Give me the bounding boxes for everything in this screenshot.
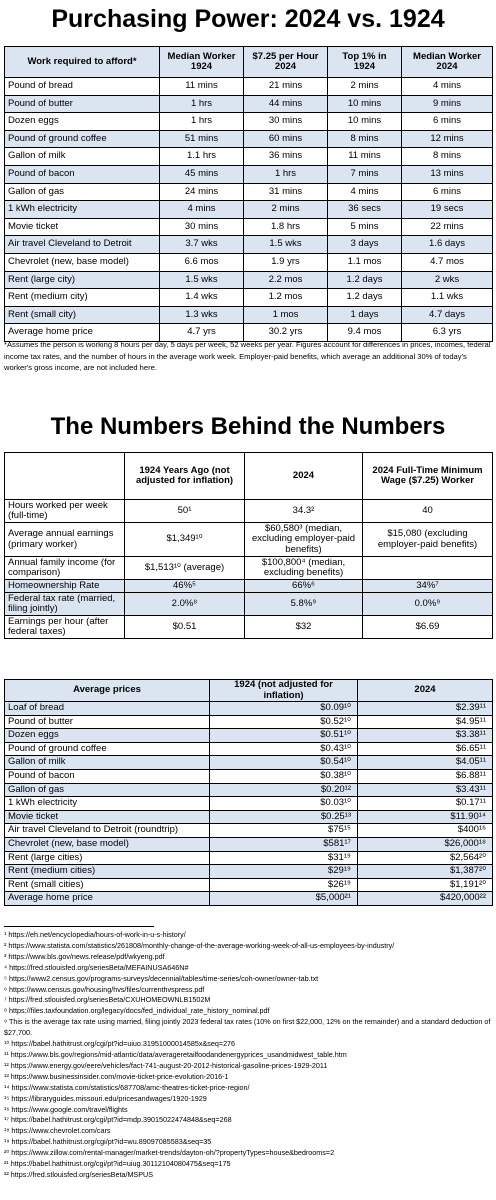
- table-cell: $3.43¹¹: [358, 783, 493, 797]
- table-cell: 1.5 wks: [244, 236, 328, 254]
- table-cell: $420,000²²: [358, 892, 493, 906]
- column-header: 2024: [245, 453, 363, 500]
- table-cell: $0.03¹⁰: [210, 797, 358, 811]
- average-prices-table: [4, 679, 493, 906]
- row-label: Rent (small cities): [5, 878, 210, 892]
- table-cell: 44 mins: [244, 95, 328, 113]
- table-cell: $31¹⁹: [210, 851, 358, 865]
- table-row: [5, 218, 493, 236]
- table-cell: 9.4 mos: [328, 324, 402, 342]
- source-item: ¹ https://eh.net/encyclopedia/hours-of-work-in-u-s-history/: [4, 930, 186, 939]
- table-cell: $5,000²¹: [210, 892, 358, 906]
- table-cell: 4.7 days: [402, 306, 493, 324]
- table-cell: 30 mins: [244, 113, 328, 131]
- row-label: Pound of bacon: [5, 769, 210, 783]
- table-cell: $26¹⁹: [210, 878, 358, 892]
- table-cell: $0.17¹¹: [358, 797, 493, 811]
- table-cell: 4 mins: [328, 183, 402, 201]
- table-row: [5, 616, 493, 639]
- source-item: ⁶ https://www.census.gov/housing/hvs/files/currenthvspress.pdf: [4, 984, 205, 994]
- table-row: [5, 523, 493, 557]
- table-row: [5, 797, 493, 811]
- purchasing-power-table: [4, 46, 493, 342]
- source-item: ¹² https://www.energy.gov/eere/vehicles/fact-741-august-20-2012-historical-gasoline-prices-1929-2011: [4, 1060, 328, 1070]
- table-cell: 31 mins: [244, 183, 328, 201]
- table-cell: 13 mins: [402, 165, 493, 183]
- row-label: Gallon of gas: [5, 183, 160, 201]
- source-item: ¹⁶ https://www.google.com/travel/flights: [4, 1104, 128, 1114]
- column-header: 2024 Full-Time Minimum Wage ($7.25) Worker: [363, 453, 493, 500]
- row-label: Air travel Cleveland to Detroit: [5, 236, 160, 254]
- source-item: ²² https://fred.stlouisfed.org/seriesBeta/MSPUS: [4, 1169, 154, 1179]
- table-row: [5, 183, 493, 201]
- row-label: Average annual earnings (primary worker): [5, 523, 125, 557]
- column-header: Top 1% in 1924: [328, 47, 402, 78]
- table-row: [5, 892, 493, 906]
- column-header: Work required to afford*: [5, 47, 160, 78]
- table-header-row: [5, 453, 493, 500]
- table-row: [5, 78, 493, 96]
- table-cell: $0.52¹⁰: [210, 715, 358, 729]
- table-cell: $60,580³ (median, excluding employer-paid benefits): [245, 523, 363, 557]
- table-cell: 1 hrs: [244, 165, 328, 183]
- table-cell: 2 mins: [244, 201, 328, 219]
- table-cell: $2.39¹¹: [358, 702, 493, 716]
- table-row: [5, 865, 493, 879]
- row-label: Loaf of bread: [5, 702, 210, 716]
- table-cell: 6 mins: [402, 183, 493, 201]
- table-cell: $26,000¹⁸: [358, 837, 493, 851]
- table-cell: 3 days: [328, 236, 402, 254]
- row-label: Pound of butter: [5, 715, 210, 729]
- table-cell: 22 mins: [402, 218, 493, 236]
- row-label: Hours worked per week (full-time): [5, 500, 125, 523]
- table-row: [5, 165, 493, 183]
- table-cell: 4.7 yrs: [160, 324, 244, 342]
- table-row: [5, 130, 493, 148]
- table-cell: 4 mins: [160, 201, 244, 219]
- table-cell: 1.2 days: [328, 289, 402, 307]
- table-cell: 66%⁶: [245, 580, 363, 593]
- row-label: Pound of bread: [5, 78, 160, 96]
- column-header: Median Worker 1924: [160, 47, 244, 78]
- row-label: Movie ticket: [5, 218, 160, 236]
- source-item: ⁵ https://www2.census.gov/programs-surveys/decennial/tables/time-series/coh-owner/owner-tab.txt: [4, 973, 319, 983]
- source-item: ¹³ https://www.businessinsider.com/movie-ticket-price-evolution-2016-1: [4, 1071, 229, 1081]
- source-item: ⁸ https://files.taxfoundation.org/legacy/docs/fed_individual_rate_history_nominal.pdf: [4, 1006, 270, 1016]
- table-row: [5, 148, 493, 166]
- table-cell: 19 secs: [402, 201, 493, 219]
- table-row: [5, 236, 493, 254]
- row-label: 1 kWh electricity: [5, 201, 160, 219]
- row-label: Movie ticket: [5, 810, 210, 824]
- table-cell: 5 mins: [328, 218, 402, 236]
- table-cell: 24 mins: [160, 183, 244, 201]
- table-cell: 2.0%⁸: [125, 593, 245, 616]
- table-row: [5, 253, 493, 271]
- table-row: [5, 742, 493, 756]
- table-cell: $32: [245, 616, 363, 639]
- table-row: [5, 878, 493, 892]
- table-cell: 6.6 mos: [160, 253, 244, 271]
- table-row: [5, 289, 493, 307]
- table-cell: 30.2 yrs: [244, 324, 328, 342]
- table-cell: $400¹⁶: [358, 824, 493, 838]
- source-item: ¹⁵ https://libraryguides.missouri.edu/pricesandwages/1920-1929: [4, 1093, 207, 1103]
- table-row: [5, 201, 493, 219]
- table-row: [5, 715, 493, 729]
- table-cell: $2,564²⁰: [358, 851, 493, 865]
- source-item: ¹¹ https://www.bls.gov/regions/mid-atlantic/data/averageretailfoodandenergyprices_usandmidwest_table.htm: [4, 1049, 347, 1059]
- source-item: ¹⁹ https://babel.hathitrust.org/cgi/pt?id=wu.89097085583&seq=35: [4, 1137, 212, 1147]
- row-label: Rent (medium city): [5, 289, 160, 307]
- table-cell: 1.1 mos: [328, 253, 402, 271]
- row-label: Federal tax rate (married, filing jointly): [5, 593, 125, 616]
- table-row: [5, 593, 493, 616]
- table-cell: $29¹⁹: [210, 865, 358, 879]
- row-label: Average home price: [5, 892, 210, 906]
- table-cell: 1.3 wks: [160, 306, 244, 324]
- table-cell: 45 mins: [160, 165, 244, 183]
- source-item: ¹⁷ https://babel.hathitrust.org/cgi/pt?id=mdp.39015022474848&seq=268: [4, 1115, 232, 1125]
- numbers-table: [4, 452, 493, 639]
- table-cell: 8 mins: [402, 148, 493, 166]
- section-title: The Numbers Behind the Numbers: [50, 413, 446, 440]
- table-cell: $6.69: [363, 616, 493, 639]
- source-item: ² https://www.statista.com/statistics/261808/monthly-change-of-the-average-working-week-of-all-us-employees-by-industry/: [4, 940, 395, 950]
- table-cell: $6.65¹¹: [358, 742, 493, 756]
- table-cell: $0.20¹²: [210, 783, 358, 797]
- table-cell: 34.3²: [245, 500, 363, 523]
- table-cell: $4.05¹¹: [358, 756, 493, 770]
- row-label: Pound of bacon: [5, 165, 160, 183]
- table-cell: 30 mins: [160, 218, 244, 236]
- table-cell: 1.9 yrs: [244, 253, 328, 271]
- table-cell: 60 mins: [244, 130, 328, 148]
- assumptions-footnote: *Assumes the person is working 8 hours per day, 5 days per week, 52 weeks per year. Figures account for differences in prices, incomes, federal income tax rates, and the number of hours in the average work week. Employer-paid benefits, which average an additional 30% of today's worker's gross income, are not included here.: [4, 340, 491, 372]
- column-header: Median Worker 2024: [402, 47, 493, 78]
- table-cell: $0.25¹³: [210, 810, 358, 824]
- table-row: [5, 729, 493, 743]
- table-cell: 40: [363, 500, 493, 523]
- table-row: [5, 557, 493, 580]
- table-cell: 4 mins: [402, 78, 493, 96]
- table-cell: $1,387²⁰: [358, 865, 493, 879]
- column-header: 1924 (not adjusted for inflation): [210, 680, 358, 702]
- row-label: Rent (small city): [5, 306, 160, 324]
- table-cell: 10 mins: [328, 113, 402, 131]
- table-cell: 21 mins: [244, 78, 328, 96]
- column-header: $7.25 per Hour 2024: [244, 47, 328, 78]
- table-row: [5, 271, 493, 289]
- table-row: [5, 824, 493, 838]
- row-label: Pound of ground coffee: [5, 742, 210, 756]
- table-cell: 34%⁷: [363, 580, 493, 593]
- row-label: Dozen eggs: [5, 729, 210, 743]
- row-label: Average home price: [5, 324, 160, 342]
- table-cell: 1.4 wks: [160, 289, 244, 307]
- row-label: Chevrolet (new, base model): [5, 253, 160, 271]
- table-row: [5, 810, 493, 824]
- table-row: [5, 702, 493, 716]
- table-header-row: [5, 47, 493, 78]
- table-cell: 50¹: [125, 500, 245, 523]
- table-cell: 1.2 days: [328, 271, 402, 289]
- sources-list: [4, 930, 492, 1181]
- table-cell: $4.95¹¹: [358, 715, 493, 729]
- row-label: Annual family income (for comparison): [5, 557, 125, 580]
- source-item: ⁴ https://fred.stlouisfed.org/seriesBeta/MEFAINUSA646N#: [4, 962, 189, 972]
- table-row: [5, 783, 493, 797]
- table-cell: 0.0%⁹: [363, 593, 493, 616]
- table-cell: 1.5 wks: [160, 271, 244, 289]
- table-cell: [363, 557, 493, 580]
- table-cell: $0.51¹⁰: [210, 729, 358, 743]
- table-cell: 6 mins: [402, 113, 493, 131]
- column-header: 1924 Years Ago (not adjusted for inflation): [125, 453, 245, 500]
- table-cell: 6.3 yrs: [402, 324, 493, 342]
- table-cell: 51 mins: [160, 130, 244, 148]
- footnote-divider: [4, 926, 154, 927]
- row-label: Dozen eggs: [5, 113, 160, 131]
- row-label: Homeownership Rate: [5, 580, 125, 593]
- row-label: Pound of butter: [5, 95, 160, 113]
- table-cell: 36 secs: [328, 201, 402, 219]
- table-cell: 11 mins: [160, 78, 244, 96]
- table-cell: $3.38¹¹: [358, 729, 493, 743]
- row-label: Gallon of milk: [5, 148, 160, 166]
- table-row: [5, 756, 493, 770]
- table-cell: 3.7 wks: [160, 236, 244, 254]
- table-cell: 2 wks: [402, 271, 493, 289]
- source-item: ⁷ https://fred.stlouisfed.org/seriesBeta/CXUHOMEOWNLB1502M: [4, 995, 211, 1005]
- table-cell: 10 mins: [328, 95, 402, 113]
- table-cell: $1,513¹⁰ (average): [125, 557, 245, 580]
- row-label: Earnings per hour (after federal taxes): [5, 616, 125, 639]
- row-label: Pound of ground coffee: [5, 130, 160, 148]
- column-header: [5, 453, 125, 500]
- table-cell: 12 mins: [402, 130, 493, 148]
- table-row: [5, 500, 493, 523]
- row-label: 1 kWh electricity: [5, 797, 210, 811]
- table-cell: 11 mins: [328, 148, 402, 166]
- page-title: Purchasing Power: 2024 vs. 1924: [51, 5, 445, 33]
- table-cell: 2.2 mos: [244, 271, 328, 289]
- table-cell: $100,800⁴ (median, excluding benefits): [245, 557, 363, 580]
- table-cell: $1,349¹⁰: [125, 523, 245, 557]
- table-cell: $0.09¹⁰: [210, 702, 358, 716]
- row-label: Gallon of gas: [5, 783, 210, 797]
- table-cell: $6.88¹¹: [358, 769, 493, 783]
- table-row: [5, 851, 493, 865]
- table-cell: $0.43¹⁰: [210, 742, 358, 756]
- source-item: ⁹ This is the average tax rate using married, filing jointly 2023 federal tax rates (10% on first $22,000, 12% on the remainder) and a standard deduction of $27,700.: [4, 1017, 491, 1038]
- table-cell: $0.51: [125, 616, 245, 639]
- table-cell: $0.38¹⁰: [210, 769, 358, 783]
- row-label: Air travel Cleveland to Detroit (roundtrip): [5, 824, 210, 838]
- table-cell: 1 hrs: [160, 95, 244, 113]
- table-cell: 5.8%⁹: [245, 593, 363, 616]
- source-item: ²⁰ https://www.zillow.com/rental-manager/market-trends/dayton-oh/?propertyTypes=house&bedrooms=2: [4, 1148, 335, 1158]
- table-cell: 36 mins: [244, 148, 328, 166]
- table-cell: $15,080 (excluding employer-paid benefits): [363, 523, 493, 557]
- source-item: ²¹ https://babel.hathitrust.org/cgi/pt?id=uiug.30112104080475&seq=175: [4, 1159, 231, 1169]
- table-cell: 1 mos: [244, 306, 328, 324]
- table-cell: $11.90¹⁴: [358, 810, 493, 824]
- table-cell: $75¹⁵: [210, 824, 358, 838]
- table-cell: 1.6 days: [402, 236, 493, 254]
- column-header: 2024: [358, 680, 493, 702]
- table-row: [5, 95, 493, 113]
- row-label: Rent (large city): [5, 271, 160, 289]
- table-cell: 1.8 hrs: [244, 218, 328, 236]
- table-row: [5, 113, 493, 131]
- row-label: Rent (large cities): [5, 851, 210, 865]
- table-cell: 4.7 mos: [402, 253, 493, 271]
- row-label: Chevrolet (new, base model): [5, 837, 210, 851]
- table-cell: $1,191²⁰: [358, 878, 493, 892]
- table-cell: 1 hrs: [160, 113, 244, 131]
- column-header: Average prices: [5, 680, 210, 702]
- source-item: ³ https://www.bls.gov/news.release/pdf/wkyeng.pdf: [4, 951, 165, 961]
- source-item: ¹⁰ https://babel.hathitrust.org/cgi/pt?id=uiuo.31951000014585x&seq=276: [4, 1039, 236, 1049]
- table-cell: 2 mins: [328, 78, 402, 96]
- table-cell: 46%⁵: [125, 580, 245, 593]
- source-item: ¹⁴ https://www.statista.com/statistics/687708/amc-theatres-ticket-price-region/: [4, 1082, 250, 1092]
- source-item: ¹⁸ https://www.chevrolet.com/cars: [4, 1126, 111, 1136]
- row-label: Gallon of milk: [5, 756, 210, 770]
- table-cell: $0.54¹⁰: [210, 756, 358, 770]
- table-cell: 8 mins: [328, 130, 402, 148]
- table-row: [5, 769, 493, 783]
- table-cell: 1.2 mos: [244, 289, 328, 307]
- table-cell: 1 days: [328, 306, 402, 324]
- table-row: [5, 837, 493, 851]
- table-cell: 9 mins: [402, 95, 493, 113]
- row-label: Rent (medium cities): [5, 865, 210, 879]
- table-cell: 1.1 hrs: [160, 148, 244, 166]
- table-cell: 7 mins: [328, 165, 402, 183]
- table-row: [5, 306, 493, 324]
- table-row: [5, 580, 493, 593]
- table-header-row: [5, 680, 493, 702]
- table-cell: $581¹⁷: [210, 837, 358, 851]
- table-cell: 1.1 wks: [402, 289, 493, 307]
